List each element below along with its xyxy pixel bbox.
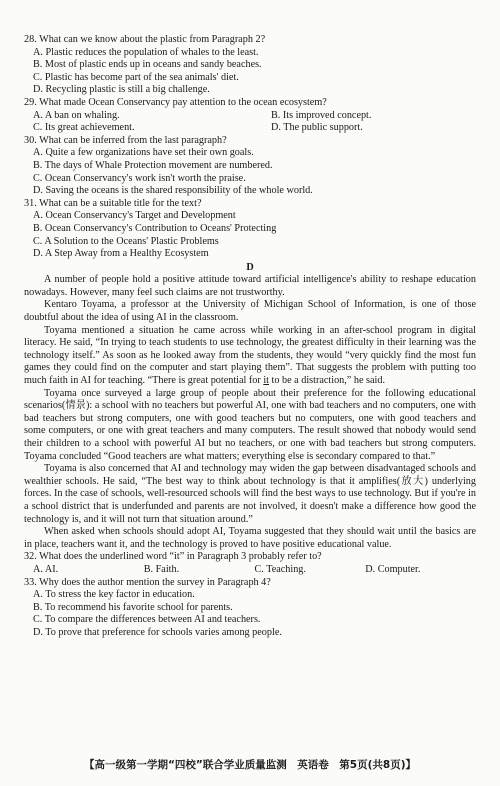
question-31-stem: 31. What can be a suitable title for the text? bbox=[24, 197, 202, 209]
question-32-option-b: B. Faith. bbox=[143, 563, 180, 575]
question-29-options-row-2 bbox=[33, 122, 476, 135]
question-30-option-d: D. Saving the oceans is the shared responsibility of the whole world. bbox=[33, 185, 313, 197]
question-30-stem: 30. What can be inferred from the last paragraph? bbox=[24, 134, 227, 146]
question-29-option-b: B. Its improved concept. bbox=[271, 109, 372, 121]
question-31-option-c: C. A Solution to the Oceans' Plastic Problems bbox=[33, 235, 219, 247]
question-30-option-c: C. Ocean Conservancy's work isn't worth the praise. bbox=[33, 172, 246, 184]
question-29-option-a: A. A ban on whaling. bbox=[33, 109, 120, 121]
section-heading: D bbox=[246, 261, 254, 273]
passage-paragraph-6: When asked when schools should adopt AI, Toyama suggested that they should wait until the basics are in place, teachers want it, and the technology is proved to have positive educational value. bbox=[24, 526, 476, 550]
passage-paragraph-4: Toyama once surveyed a large group of people about their preference for the following educational scenarios(情景): a school with no teachers but powerful AI, one with bad teachers and no computers, one with bad teachers but strong computers, one with good teachers but no computers, one with good teachers and some computers, or one with great teachers and many computers. The result showed that nobody would send their children to a school with powerful AI but no teachers, or one with bad teachers but strong computers. Toyama concluded “Good teachers are what matters; everything else is secondary compared to that.” bbox=[24, 387, 476, 462]
question-33-stem: 33. Why does the author mention the survey in Paragraph 4? bbox=[24, 576, 271, 588]
passage-paragraph-2: Kentaro Toyama, a professor at the University of Michigan School of Information, is one of those doubtful about the idea of using AI in the classroom. bbox=[24, 299, 476, 324]
question-33-option-b: B. To recommend his favorite school for parents. bbox=[33, 601, 233, 613]
passage-paragraph-3-end: to be a distraction,” he said. bbox=[269, 375, 385, 387]
question-32-stem: 32. What does the underlined word “it” in Paragraph 3 probably refer to? bbox=[24, 551, 322, 563]
page-footer: 【高一级第一学期“四校”联合学业质量监测 英语卷 第5页(共8页)】 bbox=[83, 759, 416, 772]
question-33-option-a: A. To stress the key factor in education. bbox=[33, 589, 195, 601]
question-29-options-row-1 bbox=[33, 110, 476, 123]
question-33-option-d: D. To prove that preference for schools varies among people. bbox=[33, 626, 282, 638]
question-33-option-c: C. To compare the differences between AI and teachers. bbox=[33, 614, 261, 626]
question-32-option-a: A. AI. bbox=[33, 563, 59, 575]
question-28-stem: 28. What can we know about the plastic from Paragraph 2? bbox=[24, 34, 266, 45]
question-31-option-a: A. Ocean Conservancy's Target and Development bbox=[33, 210, 236, 222]
question-32-option-c: C. Teaching. bbox=[254, 563, 306, 575]
underlined-word: it bbox=[263, 375, 269, 387]
passage-paragraph-5: Toyama is also concerned that AI and technology may widen the gap between disadvantaged schools and wealthier schools. He said, “The best way to think about technology is that it amplifies(放大) underlying forces. In the case of schools, well-resourced schools will find the best ways to use technology. But if you're in a school district that is underfunded and parents are not involved, it doesn't make a difference how good the technology is, and it will not turn that situation around.” bbox=[24, 463, 476, 525]
question-32-option-d: D. Computer. bbox=[365, 563, 421, 575]
question-28-option-a: A. Plastic reduces the population of whales to the least. bbox=[33, 46, 259, 58]
question-29-stem: 29. What made Ocean Conservancy pay attention to the ocean ecosystem? bbox=[24, 96, 327, 108]
question-30-option-a: A. Quite a few organizations have set their own goals. bbox=[33, 147, 254, 159]
question-29-option-c: C. Its great achievement. bbox=[33, 122, 135, 134]
question-31-option-d: D. A Step Away from a Healthy Ecosystem bbox=[33, 248, 209, 260]
question-32-options bbox=[33, 564, 476, 577]
question-28-option-d: D. Recycling plastic is still a big challenge. bbox=[33, 84, 210, 96]
question-28-option-c: C. Plastic has become part of the sea animals' diet. bbox=[33, 71, 239, 83]
passage-paragraph-1: A number of people hold a positive attitude toward artificial intelligence's ability to reshape education nowadays. However, many feel such claims are not trustworthy. bbox=[24, 274, 476, 298]
question-30-option-b: B. The days of Whale Protection movement are numbered. bbox=[33, 159, 273, 171]
question-29-option-d: D. The public support. bbox=[271, 122, 363, 134]
passage-paragraph-3-text: Toyama mentioned a situation he came across while working in an after-school program in digital literacy. He said, “In trying to teach students to use technology, the greatest difficulty in their learning was the technology itself.” As soon as he looked away from the students, they would “very quickly find the most fun games they could find on the computer and start playing them”. That suggests the problem with putting too much faith in AI for teaching. “There is great potential for bbox=[24, 324, 476, 387]
passage-paragraph-3 bbox=[24, 325, 476, 388]
question-28-option-b: B. Most of plastic ends up in oceans and sandy beaches. bbox=[33, 59, 262, 71]
question-31-option-b: B. Ocean Conservancy's Contribution to Oceans' Protecting bbox=[33, 222, 277, 234]
